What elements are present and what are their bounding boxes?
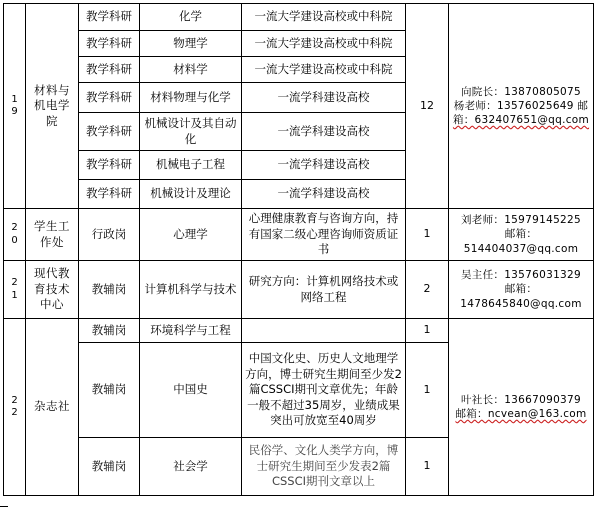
row-number-cell — [4, 261, 26, 319]
requirement-cell: 一流大学建设高校或中科院 — [242, 57, 406, 83]
row-number-digit: 2 — [11, 394, 18, 406]
position-type-cell: 教学科研 — [79, 151, 140, 180]
major-cell: 环境科学与工程 — [140, 319, 242, 343]
headcount-cell: 2 — [406, 261, 449, 319]
contact-line: 杨老师：13576025649 邮 — [453, 99, 589, 112]
position-type-cell: 教学科研 — [79, 57, 140, 83]
row-number-cell — [4, 319, 26, 496]
major-cell: 机械设计及其自动化 — [140, 113, 242, 151]
headcount-cell: 1 — [406, 343, 449, 438]
major-cell: 物理学 — [140, 31, 242, 57]
department-cell — [26, 4, 79, 209]
headcount-cell: 1 — [406, 209, 449, 261]
department-name-line: 作处 — [40, 234, 64, 249]
department-name-line: 学生工 — [34, 218, 70, 233]
contact-line: 向院长：13870805075 — [461, 85, 581, 98]
row-number-digit: 1 — [11, 93, 18, 105]
major-cell: 计算机科学与技术 — [140, 261, 242, 319]
major-cell: 社会学 — [140, 438, 242, 496]
contact-cell — [449, 261, 594, 319]
headcount-cell: 12 — [406, 4, 449, 209]
contact-line: 叶社长：13667090379 — [461, 393, 581, 406]
requirement-cell: 一流大学建设高校或中科院 — [242, 31, 406, 57]
department-name-line: 机电学 — [34, 98, 70, 113]
contact-cell — [449, 319, 594, 496]
requirement-cell: 一流学科建设高校 — [242, 83, 406, 113]
requirement-cell — [242, 319, 406, 343]
position-type-cell: 教学科研 — [79, 180, 140, 209]
major-cell: 心理学 — [140, 209, 242, 261]
major-cell: 材料学 — [140, 57, 242, 83]
contact-email-line: 邮箱：ncvean@163.com — [455, 408, 587, 420]
contact-email-line: 箱：632407651@qq.com — [452, 114, 590, 127]
contact-cell — [449, 209, 594, 261]
major-cell: 材料物理与化学 — [140, 83, 242, 113]
table-row — [4, 4, 594, 31]
position-type-cell: 教辅岗 — [79, 261, 140, 319]
position-type-cell: 行政岗 — [79, 209, 140, 261]
contact-email-line: 邮箱：1478645840@qq.com — [460, 283, 582, 310]
row-number-cell — [4, 4, 26, 209]
headcount-cell: 1 — [406, 438, 449, 496]
requirement-cell: 民俗学、文化人类学方向，博士研究生期间至少发表2篇CSSCI期刊文章以上 — [242, 438, 406, 496]
position-type-cell: 教学科研 — [79, 31, 140, 57]
contact-cell — [449, 4, 594, 209]
row-number-digit: 9 — [11, 106, 18, 117]
requirement-cell: 一流大学建设高校或中科院 — [242, 4, 406, 31]
requirement-cell: 中国文化史、历史人文地理学方向，博士研究生期间至少发2篇CSSCI期刊文章优先；年龄一般不超过35周岁，业绩成果突出可放宽至40周岁 — [242, 343, 406, 438]
department-cell — [26, 209, 79, 261]
department-name-line: 中心 — [40, 297, 64, 312]
row-number-digit: 2 — [11, 277, 18, 288]
department-cell — [26, 319, 79, 496]
major-cell: 机械电子工程 — [140, 151, 242, 180]
position-type-cell: 教学科研 — [79, 4, 140, 31]
department-cell — [26, 261, 79, 319]
table-row — [4, 261, 594, 319]
row-number-digit: 1 — [11, 289, 18, 301]
table-row — [4, 319, 594, 343]
position-type-cell: 教辅岗 — [79, 343, 140, 438]
department-name-line: 院 — [46, 113, 58, 128]
requirement-cell: 研究方向：计算机网络技术或网络工程 — [242, 261, 406, 319]
table-row — [4, 209, 594, 261]
position-type-cell: 教学科研 — [79, 113, 140, 151]
requirement-cell: 心理健康教育与咨询方向，持有国家二级心理咨询师资质证书 — [242, 209, 406, 261]
contact-line: 刘老师：15979145225 — [461, 214, 581, 227]
position-type-cell: 教学科研 — [79, 83, 140, 113]
department-name-line: 材料与 — [34, 82, 70, 97]
headcount-cell: 1 — [406, 319, 449, 343]
department-name-line: 杂志社 — [34, 399, 70, 414]
position-type-cell: 教辅岗 — [79, 319, 140, 343]
requirement-cell: 一流学科建设高校 — [242, 180, 406, 209]
requirement-cell: 一流学科建设高校 — [242, 113, 406, 151]
row-number-digit: 2 — [11, 222, 18, 233]
requirement-cell: 一流学科建设高校 — [242, 151, 406, 180]
row-number-cell — [4, 209, 26, 261]
contact-line: 吴主任：13576031329 — [461, 269, 581, 282]
page-edge-mark — [0, 506, 8, 508]
position-type-cell: 教辅岗 — [79, 438, 140, 496]
department-name-line: 现代教 — [34, 266, 70, 281]
major-cell: 化学 — [140, 4, 242, 31]
contact-email-line: 邮箱：514404037@qq.com — [463, 228, 579, 255]
major-cell: 中国史 — [140, 343, 242, 438]
row-number-digit: 0 — [11, 234, 18, 246]
row-number-digit: 2 — [11, 407, 18, 418]
department-name-line: 育技术 — [34, 281, 70, 296]
recruitment-table — [3, 3, 594, 496]
major-cell: 机械设计及理论 — [140, 180, 242, 209]
